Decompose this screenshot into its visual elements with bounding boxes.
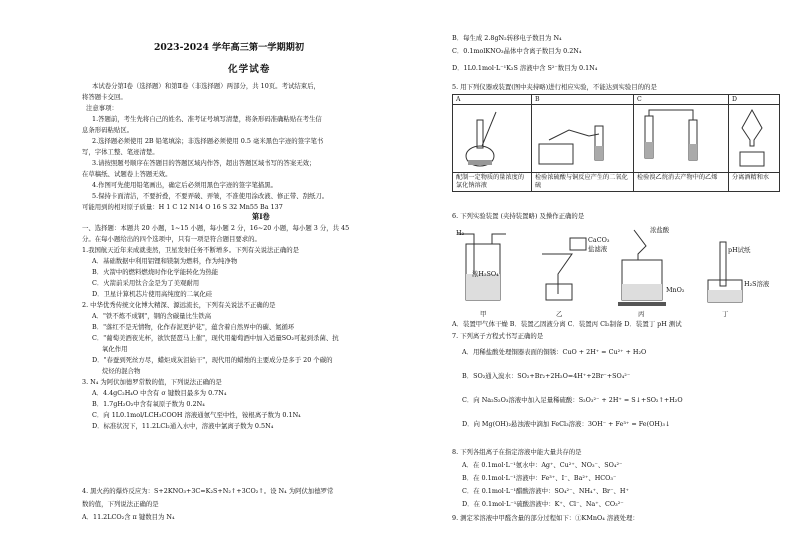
option: D．标准状况下，11.2LCl₂通入水中，溶液中氯离子数为 0.5N₄ [92,422,274,430]
option: B．SO₂通入溴水：SO₂+Br₂+2H₂O=4H⁺+2Br⁻+SO₄²⁻ [462,372,631,380]
question-4-cont: 数的值，下列说法正确的是 [82,500,159,508]
q6-label: MnO₂ [666,286,685,294]
part1-heading: 第Ⅰ卷 [252,212,270,221]
option: C．向 1L0.1mol/LCH₃COOH 溶液通氨气至中性，铵根离子数为 0.1N₄ [92,411,301,419]
intro-line: 5.保持卡面清洁，不要折叠，不要弄破、弄皱，不准使用涂改液、修正带、刮纸刀。 [92,192,329,200]
q5-caption: 配制一定物质的量浓度的氯化钠溶液 [453,173,532,192]
question-8: 8. 下列各组离子在指定溶液中能大量共存的是 [452,448,582,456]
option: B．火箭中的燃料燃烧时作化学能转化为热能 [92,268,219,276]
q6-under: 甲 [480,310,487,318]
option: D．卫星计算机芯片使用高纯度的二氧化硅 [92,290,213,298]
option: D．在 0.1mol·L⁻¹硫酸溶液中：K⁺、Cl⁻、Na⁺、CO₃²⁻ [462,500,624,508]
question-3: 3. N₄ 为阿伏加德罗常数的值，下列说法正确的是 [82,378,222,386]
intro-line: 2.选择题必须使用 2B 铅笔填涂；非选择题必须使用 0.5 毫米黑色字迹的签字笔书 [92,137,324,145]
intro-line: 1.答题前，考生先将自己的姓名、准考证号填写清楚，将条形码准确粘贴在考生信 [92,115,322,123]
question-4: 4. 黑火药的爆炸反应为：S+2KNO₃+3C=K₂S+N₂↑+3CO₂↑。设 N₄ 为阿伏加德罗常 [82,487,334,495]
option: B．"落红不是无情物，化作春泥更护花"，蕴含着自然界中的碳、氮循环 [92,323,295,331]
q5-head: A [453,95,532,105]
q5-figure-b [532,105,634,173]
q6-label: CaCO₃ [588,236,610,244]
option: A．11.2LCO₂含 π 键数目为 N₄ [82,513,175,521]
option: A．4.4gC₂H₄O 中含有 σ 键数目最多为 0.7N₄ [92,389,227,397]
intro-line: 息条形码粘贴区。 [82,126,134,134]
option: B．1.7gH₂O₂中含有氧原子数为 0.2N₄ [92,400,205,408]
q6-under: 乙 [556,310,563,318]
option: 氧化作用 [102,345,128,353]
q5-figure-c [634,105,729,173]
q6-label: H₂ [456,229,465,237]
option: C．"葡萄美酒夜光杯，欲饮琵琶马上催"，现代用葡萄酒中加入适量SO₂可起到杀菌、抗 [92,334,339,342]
option: D．1L0.1mol·L⁻¹K₂S 溶液中含 S²⁻数目为 0.1N₄ [452,64,598,72]
q6-under: 丁 [722,310,729,318]
option: A．"铁不炼不成钢"，钢的含碳量比生铁高 [92,312,212,320]
q5-caption: 检验浓硫酸与铜反应产生的二氧化硫 [532,173,634,192]
question-2: 2. 中华优秀传统文化博大精深、源远流长，下列有关说法不正确的是 [82,301,276,309]
option: C．向 Na₂S₂O₃溶液中加入足量稀硫酸：S₂O₃²⁻ + 2H⁺ = S↓+SO₂↑+H₂O [462,396,683,404]
option: D．向 Mg(OH)₂悬浊液中滴加 FeCl₃溶液：3OH⁻ + Fe³⁺ = Fe(OH)₃↓ [462,420,671,428]
option: C．0.1molKNO₃晶体中含离子数目为 0.2N₄ [452,47,582,55]
intro-line: 3.请按照题号顺序在答题目的答题区域内作答，超出答题区域书写的答案无效； [92,159,316,167]
intro-line: 在草稿纸、试题卷上答题无效。 [82,170,172,178]
option: A．在 0.1mol·L⁻¹氨水中：Ag⁺、Cu²⁺、NO₃⁻、SO₄²⁻ [462,461,623,469]
q6-apparatus-figure [452,224,782,314]
q5-head: B [532,95,634,105]
question-9: 9. 测定苯溶液中甲醛含量的部分过程如下：①KMnO₄ 溶液处理： [452,514,639,522]
q5-figure-a [453,105,532,173]
intro-line: 写，字体工整、笔迹清楚。 [82,148,159,156]
q5-head: D [729,95,780,105]
option: D．"春蚕到死丝方尽，蜡炬成灰泪始干"，现代用的蜡烛的主要成分是多于 20 个碳的 [92,356,333,364]
option: A．基础数据中利用铝锂和镁制为燃料，作为纯净物 [92,257,238,265]
q6-options: A．装置甲气体干燥 B．装置乙固液分离 C．装置丙 Cl₂制备 D．装置丁 pH 测试 [452,320,682,328]
question-6: 6. 下列实验装置 (夹持装置略) 及操作正确的是 [452,212,585,220]
intro-line: 本试卷分第Ⅰ卷（选择题）和第Ⅱ卷（非选择题）两部分，共 10页。考试结束后， [92,82,320,90]
q5-caption: 分离酒精和水 [729,173,780,192]
option: B．在 0.1mol·L⁻¹溶液中：Fe³⁺、I⁻、Ba²⁺、HCO₃⁻ [462,474,617,482]
q5-figure-d [729,105,780,173]
option: 烷烃的混合物 [102,367,141,375]
option: A．用稀盐酸处理铜器表面的铜锈：CuO + 2H⁺ = Cu²⁺ + H₂O [462,348,647,356]
option: C．在 0.1mol·L⁻¹醋酸溶液中：SO₄²⁻、NH₄⁺、Br⁻、H⁺ [462,487,629,495]
intro-line: 4.作图可先使用铅笔画出，确定后必须用黑色字迹的签字笔描黑。 [92,181,278,189]
q5-options-table [452,94,780,192]
page-title: 2023-2024 学年高三第一学期期初 [154,42,305,53]
intro-line: 注意事项： [86,104,118,112]
question-5: 5. 用下列仪器或装置(图中夹持略)进行相应实验，不能达到实验目的的是 [452,83,657,91]
q6-label: 盐滤液 [588,245,608,253]
q5-caption: 检验溴乙烷消去产物中的乙烯 [634,173,729,192]
q5-head: C [634,95,729,105]
q6-label: 浓盐酸 [650,226,670,234]
q6-label: pH试纸 [728,246,751,254]
option: C．火箭前采用钛合金是为了美观耐用 [92,279,200,287]
option: B．每生成 2.8gN₂转移电子数目为 N₄ [452,34,562,42]
q6-under: 丙 [638,310,645,318]
q6-label: 浓H₂SO₄ [472,270,499,278]
mcq-intro: 分。在每小题给出的四个选项中，只有一项是符合题目要求的。 [82,235,261,243]
intro-line: 将答题卡交回。 [82,93,127,101]
question-7: 7. 下列离子方程式书写正确的是 [452,332,544,340]
q6-label: H₂S溶液 [744,280,770,288]
question-1: 1.我国航天近年来成就斐然，卫星发射任务不断增多。下列有关说法正确的是 [82,246,299,254]
page-subtitle: 化学试卷 [228,64,271,75]
atomic-mass-line: 可能用到的相对原子质量：H 1 C 12 N14 O 16 S 32 Mn55 Ba 137 [82,203,283,211]
mcq-intro: 一、选择题：本题共 20 小题，1~15 小题，每小题 2 分，16~20 小题，每小题 3 分，共 45 [82,224,350,232]
